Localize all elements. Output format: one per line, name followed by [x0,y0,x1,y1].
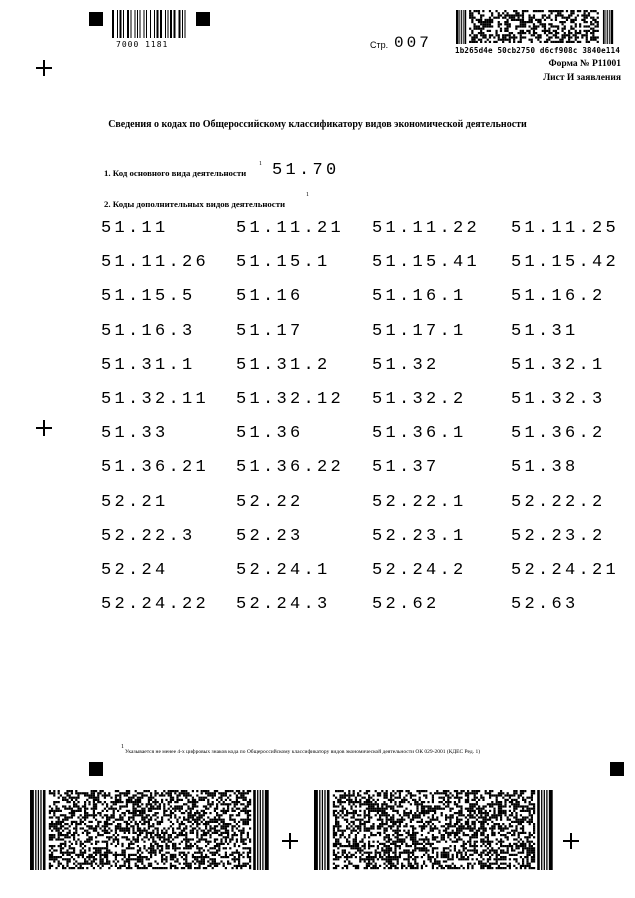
activity-code: 51.11 [101,219,169,238]
main-activity-label: 1. Код основного вида деятельности [104,168,247,178]
activity-code: 52.24.21 [511,561,620,580]
activity-code: 51.16 [236,287,304,307]
activity-code: 51.16.3 [101,321,196,341]
page-number: 007 [394,34,432,52]
activity-code: 51.16.1 [372,287,467,307]
activity-code: 51.36.22 [236,458,345,478]
crosshair-mark [36,60,52,76]
activity-code: 51.32.1 [511,355,606,375]
registration-square [89,12,103,26]
main-activity-code: 51.70 [272,161,340,180]
activity-code: 51.32.11 [101,390,210,409]
registration-square [89,762,103,776]
activity-code: 51.33 [101,424,169,444]
pdf417-barcode-bottom-right [314,790,554,870]
activity-code: 52.24 [101,561,169,580]
linear-barcode [112,10,190,38]
activity-code: 51.16.2 [511,287,606,307]
activity-code: 52.21 [101,492,169,512]
activity-code: 51.37 [372,458,440,478]
activity-code: 51.15.41 [372,253,481,273]
page-title: Сведения о кодах по Общероссийскому классификатору видов экономической деятельности [108,119,527,130]
activity-code: 51.32.3 [511,390,606,409]
activity-code: 51.32.12 [236,390,345,409]
activity-code: 51.38 [511,458,579,478]
activity-code: 52.22 [236,492,304,512]
page-label: Стр. [370,40,389,50]
activity-code: 51.17.1 [372,321,467,341]
activity-code: 52.23.2 [511,526,606,546]
activity-code: 51.31.1 [101,355,196,375]
sheet-label: Лист И заявления [543,73,621,83]
activity-code: 51.36.2 [511,424,606,444]
additional-activities-label: 2. Коды дополнительных видов деятельности [104,199,286,209]
crosshair-mark [563,833,579,849]
activity-code: 52.62 [372,595,440,615]
activity-code: 52.22.2 [511,492,606,512]
footnote-mark: 1 [306,192,309,198]
activity-code: 52.24.1 [236,561,331,580]
barcode-number: 7000 1181 [116,40,169,49]
activity-code: 51.36 [236,424,304,444]
activity-code: 51.11.25 [511,219,620,238]
footnote-text: Указывается не менее 4-х цифровых знаков кода по Общероссийскому классификатору видов экономической деятельности ОК 029-2001 (КДЕС Ред. 1) [125,749,481,755]
pdf417-barcode-top [456,10,614,44]
activity-code: 51.15.5 [101,287,196,307]
crosshair-mark [36,420,52,436]
activity-code: 51.11.26 [101,253,210,273]
registration-square [610,762,624,776]
activity-code: 52.24.2 [372,561,467,580]
form-number: Форма № Р11001 [548,59,621,69]
activity-code: 52.63 [511,595,579,615]
activity-code: 52.22.1 [372,492,467,512]
registration-square [196,12,210,26]
pdf417-barcode-bottom-left [30,790,270,870]
activity-code: 51.15.1 [236,253,331,273]
activity-code: 51.31.2 [236,355,331,375]
activity-code: 51.11.22 [372,219,481,238]
crosshair-mark [282,833,298,849]
activity-code: 51.11.21 [236,219,345,238]
activity-code: 52.23 [236,526,304,546]
activity-code: 51.32 [372,355,440,375]
activity-code: 52.24.22 [101,595,210,615]
activity-code: 51.15.42 [511,253,620,273]
activity-code: 52.24.3 [236,595,331,615]
activity-code: 52.22.3 [101,526,196,546]
footnote-mark: 1 [259,161,262,167]
footnote-mark: 1 [121,744,124,750]
activity-code: 51.17 [236,321,304,341]
document-hash: 1b265d4e 50cb2750 d6cf908c 3840e114 [455,46,621,55]
activity-code: 51.32.2 [372,390,467,409]
activity-code: 51.36.21 [101,458,210,478]
activity-code: 51.31 [511,321,579,341]
activity-code: 51.36.1 [372,424,467,444]
activity-code: 52.23.1 [372,526,467,546]
